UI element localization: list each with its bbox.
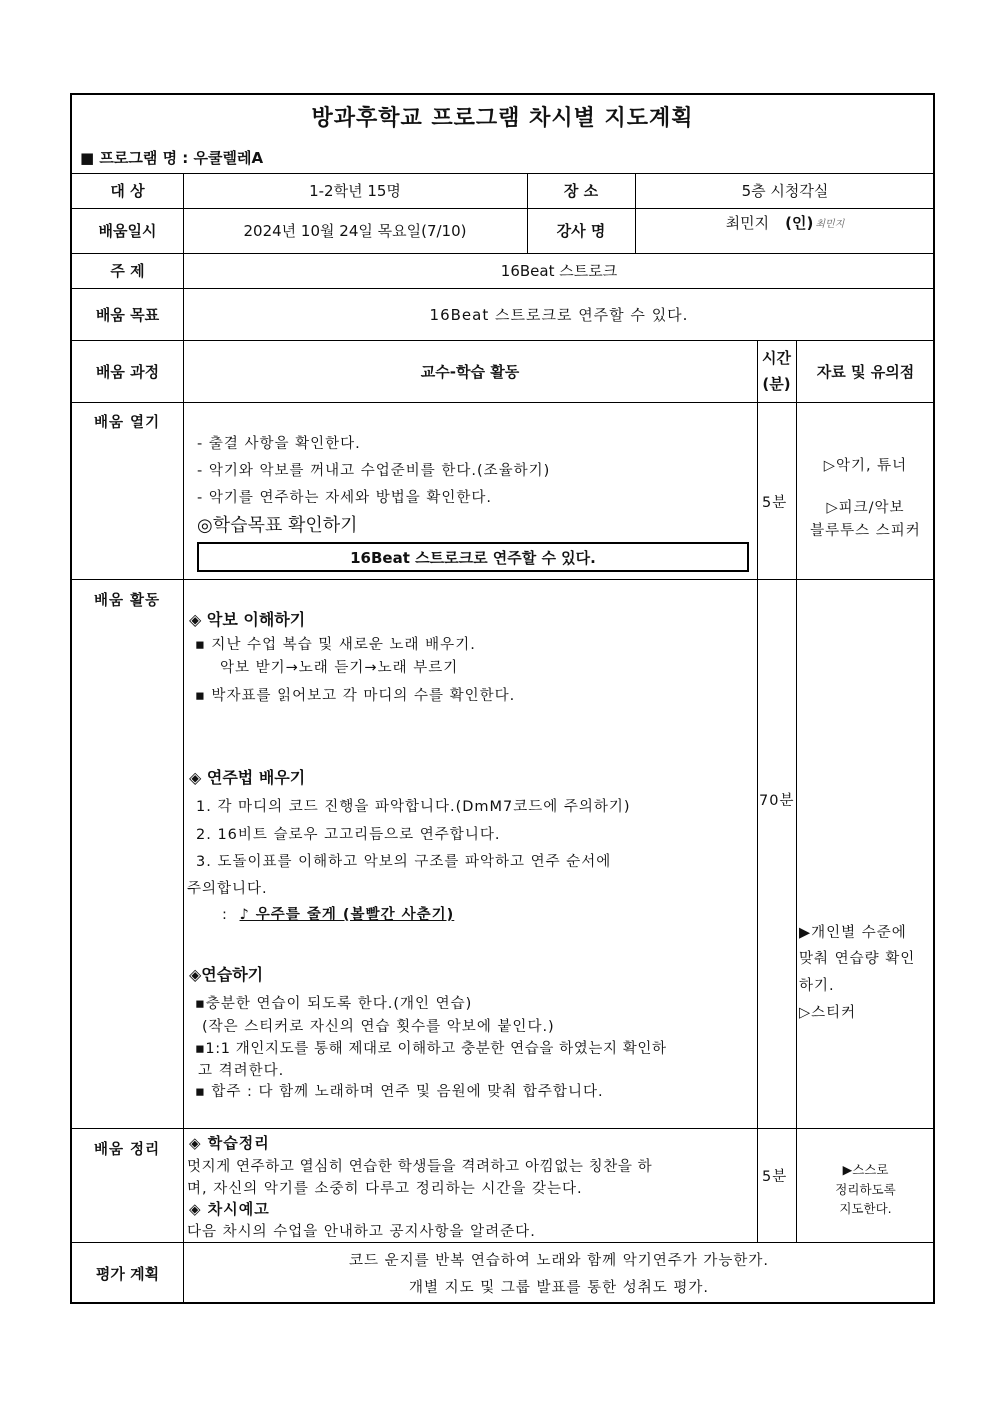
opening-time: 5분 xyxy=(762,495,788,511)
closing-material: ▶스스로 xyxy=(842,1162,889,1177)
closing-material: 지도한다. xyxy=(839,1201,892,1216)
closing-line: 멋지게 연주하고 열심히 연습한 학생들을 격려하고 아낌없는 칭찬을 하 xyxy=(187,1159,653,1175)
seal-mark: (인) xyxy=(785,213,814,232)
activity-material: ▶개인별 수준에 xyxy=(799,925,907,941)
materials-header: 자료 및 유의점 xyxy=(816,362,915,381)
activity-line: 악보 받기→노래 듣기→노래 부르기 xyxy=(220,660,459,676)
topic-value: 16Beat 스트로크 xyxy=(500,262,618,280)
opening-line: - 출결 사항을 확인한다. xyxy=(197,436,361,452)
opening-material: 블루투스 스피커 xyxy=(810,523,921,539)
col-divider xyxy=(757,340,758,1242)
teacher-label: 강사 명 xyxy=(556,222,606,240)
song-title: ♪ 우주를 줄게 (볼빨간 사춘기) xyxy=(239,907,455,923)
activity-line: 1. 각 마디의 코드 진행을 파악합니다.(DmM7코드에 주의하기) xyxy=(196,799,631,815)
song-prefix: : xyxy=(222,907,228,923)
row-divider xyxy=(72,402,933,403)
section-heading: ◈ 악보 이해하기 xyxy=(189,610,306,629)
opening-material: ▷악기, 튜너 xyxy=(823,458,908,474)
target-label: 대 상 xyxy=(110,182,145,200)
activity-line: ▪ 박자표를 읽어보고 각 마디의 수를 확인한다. xyxy=(195,688,516,704)
goal-label: 배움 목표 xyxy=(95,305,160,324)
activity-line: 2. 16비트 슬로우 고고리듬으로 연주합니다. xyxy=(196,827,501,843)
teacher-name: 최민지 xyxy=(725,213,770,232)
opening-label: 배움 열기 xyxy=(94,415,161,431)
activity-line: 고 격려한다. xyxy=(198,1063,285,1079)
col-divider xyxy=(796,340,797,1242)
goal-check-heading: ◎학습목표 확인하기 xyxy=(197,515,358,536)
target-value: 1-2학년 15명 xyxy=(309,182,401,200)
closing-heading: ◈ 학습정리 xyxy=(189,1134,270,1152)
row-divider xyxy=(72,579,933,580)
activity-line: ▪ 합주 : 다 함께 노래하며 연주 및 음원에 맞춰 합주합니다. xyxy=(195,1084,604,1100)
closing-time: 5분 xyxy=(762,1169,788,1185)
evaluation-label: 평가 계획 xyxy=(95,1264,160,1283)
signature: 최민지 xyxy=(815,218,845,230)
activity-time: 70분 xyxy=(759,793,795,809)
section-heading: ◈연습하기 xyxy=(189,965,264,984)
program-name: ■ 프로그램 명 : 우쿨렐레A xyxy=(80,149,264,167)
process-header: 배움 과정 xyxy=(95,362,160,381)
closing-line: 며, 자신의 악기를 소중히 다루고 정리하는 시간을 갖는다. xyxy=(187,1181,583,1197)
time-header-line2: (분) xyxy=(762,375,791,393)
closing-heading: ◈ 차시예고 xyxy=(189,1200,270,1218)
evaluation-line: 코드 운지를 반복 연습하여 노래와 함께 악기연주가 가능한가. xyxy=(348,1253,770,1269)
date-value: 2024년 10월 24일 목요일(7/10) xyxy=(243,222,467,240)
lesson-plan-table xyxy=(70,93,935,1304)
place-value: 5층 시청각실 xyxy=(741,182,829,200)
time-header-line1: 시간 xyxy=(762,349,791,367)
section-heading: ◈ 연주법 배우기 xyxy=(189,768,306,787)
place-label: 장 소 xyxy=(563,182,599,200)
closing-material: 정리하도록 xyxy=(835,1182,896,1197)
opening-line: - 악기를 연주하는 자세와 방법을 확인한다. xyxy=(197,490,493,506)
page-title: 방과후학교 프로그램 차시별 지도계획 xyxy=(311,106,694,131)
teacher-cell xyxy=(635,208,935,236)
opening-material: ▷피크/악보 xyxy=(826,500,905,516)
activity-material: 하기. xyxy=(799,978,835,994)
activity-line: ▪1:1 개인지도를 통해 제대로 이해하고 충분한 연습을 하였는지 확인하 xyxy=(195,1041,667,1057)
activity-line: (작은 스티커로 자신의 연습 횟수를 악보에 붙인다.) xyxy=(202,1019,555,1035)
closing-label: 배움 정리 xyxy=(94,1142,161,1158)
date-label: 배움일시 xyxy=(98,222,157,240)
activity-line: ▪충분한 연습이 되도록 한다.(개인 연습) xyxy=(195,996,473,1012)
activity-line: ▪ 지난 수업 복습 및 새로운 노래 배우기. xyxy=(195,637,476,653)
row-divider xyxy=(72,1242,933,1243)
activity-material: ▷스티커 xyxy=(799,1005,857,1021)
closing-line: 다음 차시의 수업을 안내하고 공지사항을 알려준다. xyxy=(187,1224,536,1240)
activity-label: 배움 활동 xyxy=(94,593,161,609)
evaluation-line: 개별 지도 및 그룹 발표를 통한 성취도 평가. xyxy=(409,1280,709,1296)
time-header xyxy=(757,340,796,402)
learning-goal-box: 16Beat 스트로크로 연주할 수 있다. xyxy=(197,542,749,572)
activity-line: 주의합니다. xyxy=(187,881,268,897)
topic-label: 주 제 xyxy=(110,262,145,280)
goal-value: 16Beat 스트로크로 연주할 수 있다. xyxy=(429,305,689,324)
activity-material: 맞춰 연습량 확인 xyxy=(799,951,916,967)
opening-line: - 악기와 악보를 꺼내고 수업준비를 한다.(조율하기) xyxy=(197,463,551,479)
activity-line: 3. 도돌이표를 이해하고 악보의 구조를 파악하고 연주 순서에 xyxy=(196,854,612,870)
activity-header: 교수-학습 활동 xyxy=(420,362,520,381)
song-line xyxy=(222,903,454,924)
row-divider xyxy=(72,1128,933,1129)
